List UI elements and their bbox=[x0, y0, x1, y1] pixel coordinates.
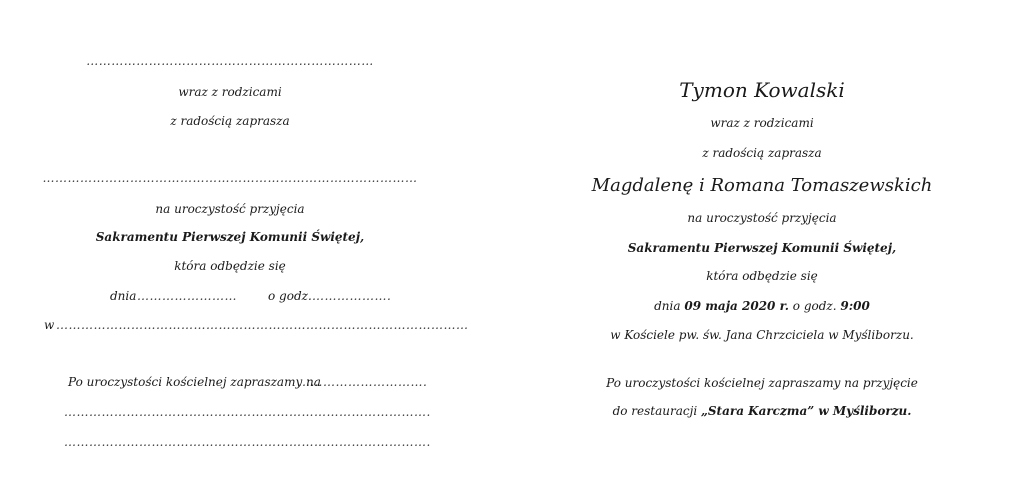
takes-place-text: która odbędzie się bbox=[706, 269, 818, 283]
with-parents-text: wraz z rodzicami bbox=[710, 116, 814, 130]
takes-place-text: która odbędzie się bbox=[174, 259, 286, 273]
ceremony-text: na uroczystość przyjęcia bbox=[687, 211, 837, 225]
restaurant-prefix: do restauracji bbox=[612, 404, 698, 418]
restaurant-name: „Stara Karczma” w Myśliborzu. bbox=[700, 404, 912, 418]
time-label: o godz. bbox=[268, 289, 312, 303]
time-label: o godz. bbox=[792, 299, 837, 313]
ceremony-text: na uroczystość przyjęcia bbox=[155, 202, 305, 216]
day-label: dnia bbox=[110, 289, 137, 303]
invites-text: z radością zaprasza bbox=[170, 114, 290, 128]
after-ceremony-text: Po uroczystości kościelnej zapraszamy na bbox=[68, 375, 321, 389]
sacrament-text: Sakramentu Pierwszej Komunii Świętej, bbox=[95, 230, 365, 244]
day-blank: …………………… bbox=[137, 289, 237, 303]
invitee-name: Magdalenę i Romana Tomaszewskich bbox=[591, 175, 933, 196]
after-ceremony-blank: …………………………. bbox=[298, 375, 428, 389]
invites-text: z radością zaprasza bbox=[702, 146, 822, 160]
example-page bbox=[520, 0, 1024, 493]
after-ceremony-line-2 bbox=[500, 403, 1024, 419]
with-parents-text: wraz z rodzicami bbox=[178, 85, 282, 99]
after-ceremony-line-1: Po uroczystości kościelnej zapraszamy na przyjęcie bbox=[606, 376, 918, 390]
day-label: dnia bbox=[654, 299, 681, 313]
guest-name-blank: …………………………………………………………… bbox=[86, 54, 374, 68]
invitee-name-blank: ……………………………………………………………………………… bbox=[42, 171, 418, 185]
time-blank: ………………. bbox=[312, 289, 392, 303]
place-blank: ……………………………………………………………………………………… bbox=[56, 318, 469, 332]
sacrament-text: Sakramentu Pierwszej Komunii Świętej, bbox=[627, 241, 897, 255]
place-line: w Kościele pw. św. Jana Chrzciciela w Myśliborzu. bbox=[610, 328, 914, 342]
time-value: 9:00 bbox=[840, 299, 870, 313]
extra-blank-1: ……………………………………………………………………………. bbox=[64, 405, 431, 419]
host-name: Tymon Kowalski bbox=[679, 78, 845, 102]
date-time-line bbox=[500, 298, 1024, 314]
place-label: w bbox=[44, 318, 55, 332]
date-value: 09 maja 2020 r. bbox=[684, 299, 789, 313]
extra-blank-2: ……………………………………………………………………………. bbox=[64, 435, 431, 449]
